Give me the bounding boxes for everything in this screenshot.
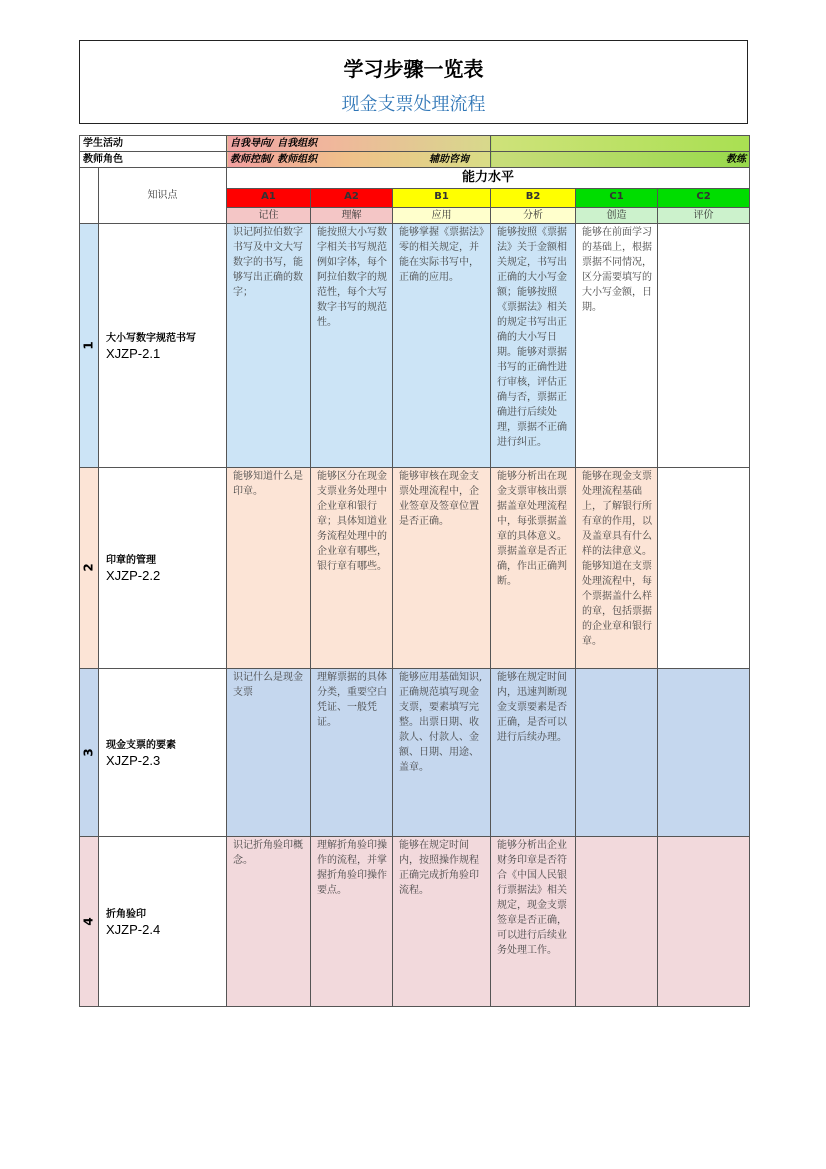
topic-cell [99,837,227,1007]
student-activity-bar-end [491,136,750,152]
row-number [80,224,99,468]
description-a1: 识记什么是现金支票 [227,669,311,837]
description-a2: 能够区分在现金支票业务处理中企业章和银行章；具体知道业务流程处理中的企业章有哪些，银行章有哪些。 [311,468,393,669]
level-code-c1: C1 [576,189,658,208]
level-name-c1: 创造 [576,208,658,224]
corner-cell [80,168,99,224]
level-code-a2: A2 [311,189,393,208]
description-b2: 能够在规定时间内，迅速判断现金支票要素是否正确，是否可以进行后续办理。 [491,669,576,837]
level-code-b2: B2 [491,189,576,208]
level-name-b1: 应用 [393,208,491,224]
topic-row [80,224,750,468]
description-b1: 能够审核在现金支票处理流程中，企业签章及签章位置是否正确。 [393,468,491,669]
title-box [79,40,748,124]
page-title: 学习步骤一览表 [343,57,484,81]
level-name-a2: 理解 [311,208,393,224]
ability-level-label: 能力水平 [227,168,750,189]
description-b2: 能够分析出企业财务印章是否符合《中国人民银行票据法》相关规定，现金支票签章是否正确，可以进行后续业务处理工作。 [491,837,576,1007]
topic-cell [99,669,227,837]
row-number-text: 4 [81,916,96,926]
topic-code: XJZP-2.4 [106,921,161,937]
teacher-role-row [80,152,750,168]
row-number-text: 3 [81,747,96,757]
row-number [80,669,99,837]
row-number [80,837,99,1007]
row-number-text: 2 [81,563,96,572]
topic-name: 现金支票的要素 [106,739,176,751]
student-activity-row [80,136,750,152]
row-number [80,468,99,669]
level-name-c2: 评价 [658,208,750,224]
description-c2 [658,669,750,837]
student-activity-bar: 自我导向/ 自我组织 [227,136,491,152]
topic-cell [99,468,227,669]
description-c1 [576,669,658,837]
level-code-a1: A1 [227,189,311,208]
coach-text: 教练 [491,152,750,168]
description-b2: 能够按照《票据法》关于金额相关规定，书写出正确的大小写金额；能够按照《票据法》相关的规定书写出正确的大小写日期。能够对票据书写的正确性进行审核，评估正确与否，票据正确进行后续处理，票据不正确进行纠正。 [491,224,576,468]
topic-cell [99,224,227,468]
learning-steps-table [79,135,750,1007]
topic-row [80,468,750,669]
student-activity-label: 学生活动 [80,136,227,152]
teacher-role-label: 教师角色 [80,152,227,168]
topic-name: 折角验印 [106,908,146,920]
topic-row [80,837,750,1007]
description-a1: 识记折角验印概念。 [227,837,311,1007]
level-name-a1: 记住 [227,208,311,224]
topic-row [80,669,750,837]
description-a1: 识记阿拉伯数字书写及中文大写数字的书写，能够写出正确的数字； [227,224,311,468]
teacher-role-bar [227,152,491,168]
description-a2: 理解折角验印操作的流程，并掌握折角验印操作要点。 [311,837,393,1007]
level-code-b1: B1 [393,189,491,208]
description-a1: 能够知道什么是印章。 [227,468,311,669]
topic-code: XJZP-2.1 [106,345,161,361]
description-c1: 能够在前面学习的基础上，根据票据不同情况，区分需要填写的大小写金额，日期。 [576,224,658,468]
description-c1: 能够在现金支票处理流程基础上，了解银行所有章的作用，以及盖章具有什么样的法律意义。能够知道在支票处理流程中，每个票据盖什么样的章，包括票据的企业章和银行章。 [576,468,658,669]
description-b2: 能够分析出在现金支票审核出票据盖章处理流程中，每张票据盖章的具体意义。票据盖章是否正确，作出正确判断。 [491,468,576,669]
description-c2 [658,837,750,1007]
teacher-control-text: 教师控制/ 教师组织 [230,154,318,165]
description-b1: 能够应用基础知识,正确规范填写现金支票，要素填写完整。出票日期、收款人、付款人、金额、日期、用途、盖章。 [393,669,491,837]
topic-code: XJZP-2.2 [106,568,161,583]
advisory-text: 辅助咨询 [429,154,470,165]
topic-name: 大小写数字规范书写 [106,332,196,344]
page-subtitle: 现金支票处理流程 [341,94,486,115]
topic-code: XJZP-2.3 [106,752,161,768]
description-b1: 能够在规定时间内，按照操作规程正确完成折角验印流程。 [393,837,491,1007]
description-c2 [658,468,750,669]
level-name-b2: 分析 [491,208,576,224]
level-code-c2: C2 [658,189,750,208]
description-c2 [658,224,750,468]
description-c1 [576,837,658,1007]
description-b1: 能够掌握《票据法》零的相关规定，并能在实际书写中，正确的应用。 [393,224,491,468]
ability-header-row [80,168,750,189]
description-a2: 理解票据的具体分类，重要空白凭证、一般凭证。 [311,669,393,837]
knowledge-label: 知识点 [99,168,227,224]
topic-name: 印章的管理 [106,555,156,566]
description-a2: 能按照大小写数字相关书写规范例如字体，每个阿拉伯数字的规范性，每个大写数字书写的规范性。 [311,224,393,468]
row-number-text: 1 [81,340,96,350]
